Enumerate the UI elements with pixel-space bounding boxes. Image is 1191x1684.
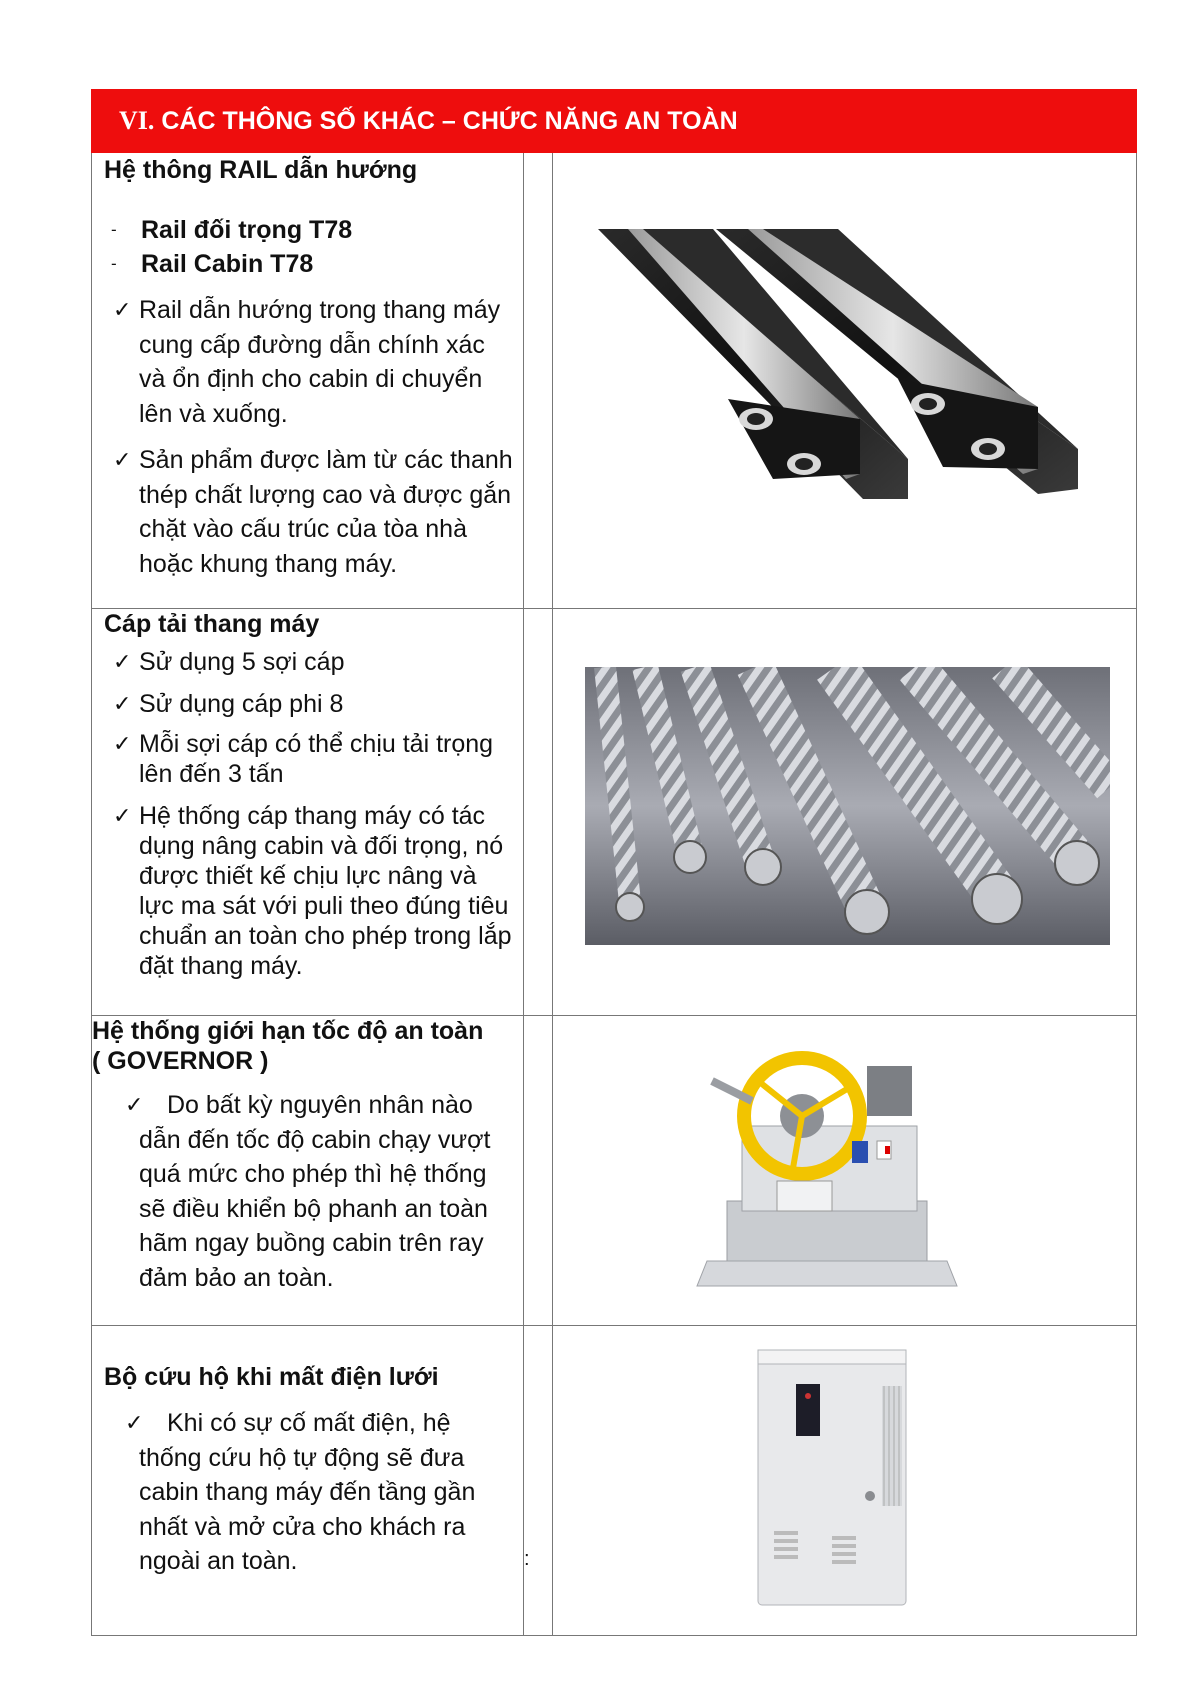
table-row-rescue	[91, 1326, 1137, 1636]
check-item: ✓ Hệ thống cáp thang máy có tác dụng nâng cabin và đối trọng, nó được thiết kế chịu lực nâng và lực ma sát với puli theo đúng tiêu chuẩn an toàn cho phép trong lắp đặt thang máy.	[113, 802, 512, 980]
check-item: ✓ Rail dẫn hướng trong thang máy cung cấp đường dẫn chính xác và ổn định cho cabin di chuyển lên và xuống.	[139, 293, 514, 431]
section-title	[119, 106, 738, 136]
check-item: ✓ Khi có sự cố mất điện, hệ thống cứu hộ tự động sẽ đưa cabin thang máy đến tầng gần nhất và mở cửa cho khách ra ngoài an toàn.	[139, 1406, 514, 1579]
checkmark-icon: ✓	[113, 803, 132, 828]
stray-mark: :	[524, 1548, 530, 1570]
rescue-device-photo	[752, 1346, 912, 1611]
checkmark-icon: ✓	[113, 297, 132, 322]
table-row-cable	[91, 609, 1137, 1016]
checkmark-icon: ✓	[113, 731, 132, 756]
checkmark-icon: ✓	[125, 1092, 144, 1117]
check-item: ✓ Mỗi sợi cáp có thể chịu tải trọng lên đến 3 tấn	[113, 730, 494, 788]
checkmark-icon: ✓	[113, 649, 132, 674]
check-item: ✓ Sản phẩm được làm từ các thanh thép chất lượng cao và được gắn chặt vào cấu trúc của tòa nhà hoặc khung thang máy.	[139, 443, 514, 581]
checkmark-icon: ✓	[125, 1410, 144, 1435]
section-title-text: CÁC THÔNG SỐ KHÁC – CHỨC NĂNG AN TOÀN	[161, 107, 738, 135]
row-heading: Cáp tải thang máy	[104, 610, 320, 638]
governor-photo	[692, 1046, 962, 1296]
section-header	[91, 89, 1137, 153]
check-item: ✓ Sử dụng 5 sợi cáp	[139, 645, 514, 680]
table-row-governor	[91, 1016, 1137, 1326]
steel-cable-photo	[585, 667, 1110, 945]
row-heading: Hệ thống giới hạn tốc độ an toàn ( GOVERNOR )	[92, 1017, 484, 1075]
guide-rail-photo	[598, 229, 1098, 529]
check-item: ✓ Do bất kỳ nguyên nhân nào dẫn đến tốc độ cabin chạy vượt quá mức cho phép thì hệ thống sẽ điều khiển bộ phanh an toàn hãm ngay buồng cabin trên ray đảm bảo an toàn.	[139, 1088, 514, 1295]
checkmark-icon: ✓	[113, 447, 132, 472]
section-number: VI.	[119, 106, 155, 135]
table-row-rail: Hệ thông RAIL dẫn hướng - Rail đối trọng T78 - Rail Cabin T78 ✓ Rail dẫn hướng trong thang máy cung cấp đường dẫn chính xác và ổn định cho cabin di chuyển lên và xuống. ✓ Sản phẩm được làm từ các thanh thép chất lượng cao và được gắn chặt vào cấu trúc của tòa nhà hoặc khung thang máy.	[91, 153, 1137, 609]
check-item: ✓ Sử dụng cáp phi 8	[139, 687, 514, 722]
checkmark-icon: ✓	[113, 691, 132, 716]
row-heading: Bộ cứu hộ khi mất điện lưới	[104, 1363, 439, 1391]
row-heading: Hệ thông RAIL dẫn hướng	[104, 156, 418, 184]
